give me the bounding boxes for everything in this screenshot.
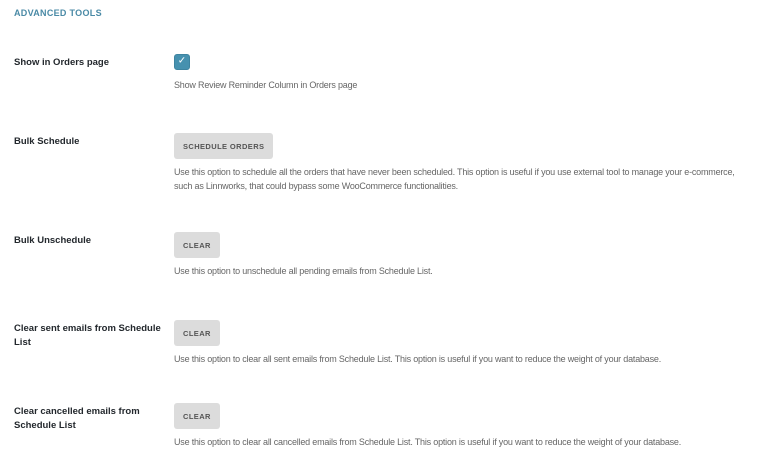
setting-description: Use this option to unschedule all pending emails from Schedule List.: [174, 266, 433, 276]
setting-row-clear-cancelled-emails: [14, 403, 755, 449]
section-title: ADVANCED TOOLS: [14, 8, 102, 18]
setting-label: Bulk Schedule: [14, 136, 80, 147]
schedule-orders-button[interactable]: SCHEDULE ORDERS: [174, 133, 273, 159]
setting-row-clear-sent-emails: [14, 320, 755, 366]
bulk-unschedule-clear-button[interactable]: CLEAR: [174, 232, 220, 258]
setting-description: Use this option to clear all sent emails from Schedule List. This option is useful if you want to reduce the weight of your database.: [174, 354, 662, 364]
clear-cancelled-emails-button[interactable]: CLEAR: [174, 403, 220, 429]
setting-description: Show Review Reminder Column in Orders page: [174, 80, 358, 90]
clear-sent-emails-button[interactable]: CLEAR: [174, 320, 220, 346]
setting-row-bulk-unschedule: [14, 232, 755, 278]
setting-control-area: [174, 54, 755, 92]
show-in-orders-checkbox[interactable]: [174, 54, 190, 70]
setting-control-area: [174, 403, 755, 449]
setting-label: Show in Orders page: [14, 57, 110, 68]
setting-control-area: [174, 320, 755, 366]
setting-control-area: [174, 133, 755, 193]
setting-description: Use this option to schedule all the orders that have never been scheduled. This option is useful if you use external tool to manage your e-commerce, such as Linnworks, that could bypass some WooCommerce functionalities.: [174, 167, 735, 191]
setting-label: Clear sent emails from Schedule List: [14, 323, 161, 348]
setting-control-area: [174, 232, 755, 278]
setting-description: Use this option to clear all cancelled emails from Schedule List. This option is useful if you want to reduce the weight of your database.: [174, 437, 682, 447]
setting-row-bulk-schedule: [14, 133, 755, 193]
checkmark-icon: ✓: [177, 55, 187, 67]
setting-label: Clear cancelled emails from Schedule List: [14, 406, 140, 431]
setting-label: Bulk Unschedule: [14, 235, 92, 246]
setting-row-show-in-orders: [14, 54, 755, 92]
